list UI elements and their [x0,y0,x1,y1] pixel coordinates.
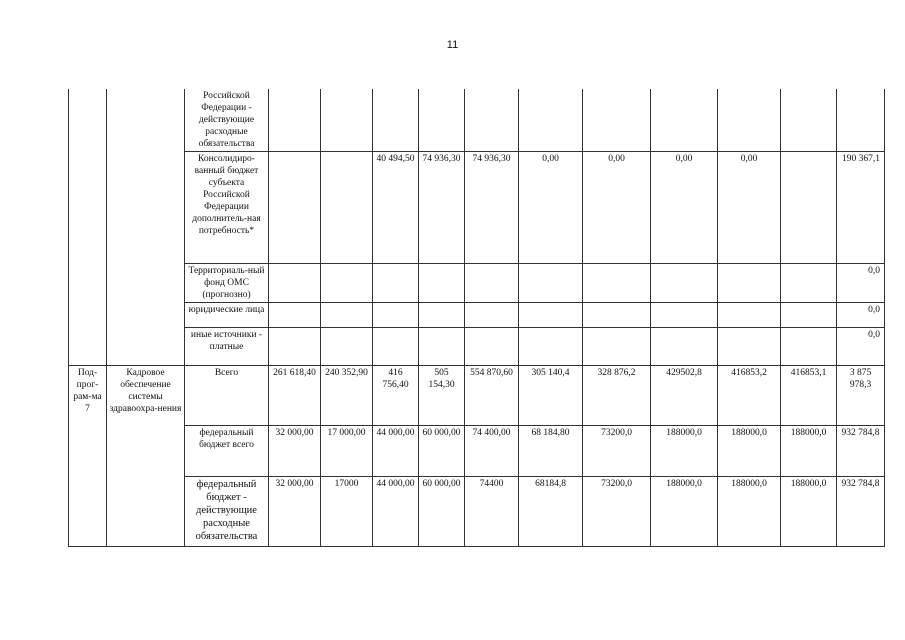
empty-cell [69,328,107,366]
funding-source: Российской Федерации - действующие расходные обязательства [185,89,269,152]
empty-cell [69,152,107,264]
value-cell: 416853,2 [718,366,781,426]
value-cell [321,303,373,328]
empty-cell [107,89,185,152]
value-cell [373,303,419,328]
value-cell: 328 876,2 [583,366,651,426]
funding-source: Консолидиро-ванный бюджет субъекта Российской Федерации дополнитель-ная потребность* [185,152,269,264]
value-cell: 0,00 [718,152,781,264]
value-cell: 416 756,40 [373,366,419,426]
value-cell [651,89,718,152]
value-cell: 0,00 [583,152,651,264]
value-cell [321,89,373,152]
value-cell: 32 000,00 [269,426,321,477]
table-row [69,426,885,477]
value-cell [519,303,583,328]
value-cell [651,264,718,303]
value-cell [419,303,465,328]
table-row [69,477,885,547]
funding-source: федеральный бюджет - действующие расходные обязательства [185,477,269,547]
empty-cell [107,303,185,328]
value-cell: 505 154,30 [419,366,465,426]
value-cell [269,303,321,328]
value-cell [519,328,583,366]
value-cell: 73200,0 [583,477,651,547]
value-cell: 44 000,00 [373,426,419,477]
subprogram-name: Кадровое обеспечение системы здравоохра-нения [107,366,185,547]
value-cell: 240 352,90 [321,366,373,426]
value-cell: 429502,8 [651,366,718,426]
funding-source: Всего [185,366,269,426]
empty-cell [107,152,185,264]
value-cell [718,89,781,152]
value-cell: 305 140,4 [519,366,583,426]
value-cell [781,328,837,366]
value-cell: 0,00 [651,152,718,264]
value-cell [781,264,837,303]
value-cell: 40 494,50 [373,152,419,264]
table-row [69,328,885,366]
funding-source: иные источники - платные [185,328,269,366]
value-cell [718,303,781,328]
value-cell: 60 000,00 [419,477,465,547]
value-cell: 74 936,30 [465,152,519,264]
budget-table [68,89,885,547]
value-cell: 188000,0 [651,426,718,477]
value-cell [837,89,885,152]
table-row [69,89,885,152]
value-cell [583,303,651,328]
value-cell [373,328,419,366]
table-row [69,152,885,264]
funding-source: федеральный бюджет всего [185,426,269,477]
value-cell [583,264,651,303]
value-cell: 74400 [465,477,519,547]
value-cell [465,303,519,328]
value-cell [269,89,321,152]
value-cell: 188000,0 [781,477,837,547]
page-number: 11 [446,39,459,51]
value-cell [583,328,651,366]
subprogram-code: Под-прог-рам-ма 7 [69,366,107,547]
value-cell: 261 618,40 [269,366,321,426]
value-cell: 3 875 978,3 [837,366,885,426]
value-cell [651,328,718,366]
value-cell: 44 000,00 [373,477,419,547]
value-cell [465,264,519,303]
funding-source: Территориаль-ный фонд ОМС (прогнозно) [185,264,269,303]
value-cell [321,152,373,264]
value-cell: 188000,0 [781,426,837,477]
empty-cell [107,328,185,366]
value-cell: 0,00 [519,152,583,264]
value-cell: 73200,0 [583,426,651,477]
value-cell [651,303,718,328]
value-cell [465,89,519,152]
value-cell [373,264,419,303]
value-cell [781,303,837,328]
value-cell [269,152,321,264]
empty-cell [69,303,107,328]
value-cell: 188000,0 [651,477,718,547]
empty-cell [69,264,107,303]
value-cell [321,264,373,303]
value-cell [373,89,419,152]
value-cell [519,264,583,303]
empty-cell [69,89,107,152]
value-cell: 60 000,00 [419,426,465,477]
value-cell [781,89,837,152]
table-row [69,303,885,328]
table-row [69,366,885,426]
funding-source: юридические лица [185,303,269,328]
value-cell [519,89,583,152]
value-cell [781,152,837,264]
value-cell: 0,0 [837,303,885,328]
value-cell [718,328,781,366]
value-cell [269,264,321,303]
value-cell [583,89,651,152]
value-cell [465,328,519,366]
table-row [69,264,885,303]
value-cell [419,89,465,152]
value-cell: 68184,8 [519,477,583,547]
empty-cell [107,264,185,303]
value-cell: 188000,0 [718,477,781,547]
value-cell: 17 000,00 [321,426,373,477]
value-cell: 932 784,8 [837,477,885,547]
value-cell: 74 936,30 [419,152,465,264]
value-cell: 0,0 [837,328,885,366]
value-cell: 188000,0 [718,426,781,477]
value-cell: 416853,1 [781,366,837,426]
value-cell: 32 000,00 [269,477,321,547]
value-cell [419,328,465,366]
value-cell: 17000 [321,477,373,547]
value-cell [269,328,321,366]
value-cell [718,264,781,303]
value-cell: 932 784,8 [837,426,885,477]
value-cell: 554 870,60 [465,366,519,426]
value-cell: 68 184,80 [519,426,583,477]
value-cell [321,328,373,366]
value-cell: 190 367,1 [837,152,885,264]
value-cell [419,264,465,303]
value-cell: 74 400,00 [465,426,519,477]
value-cell: 0,0 [837,264,885,303]
